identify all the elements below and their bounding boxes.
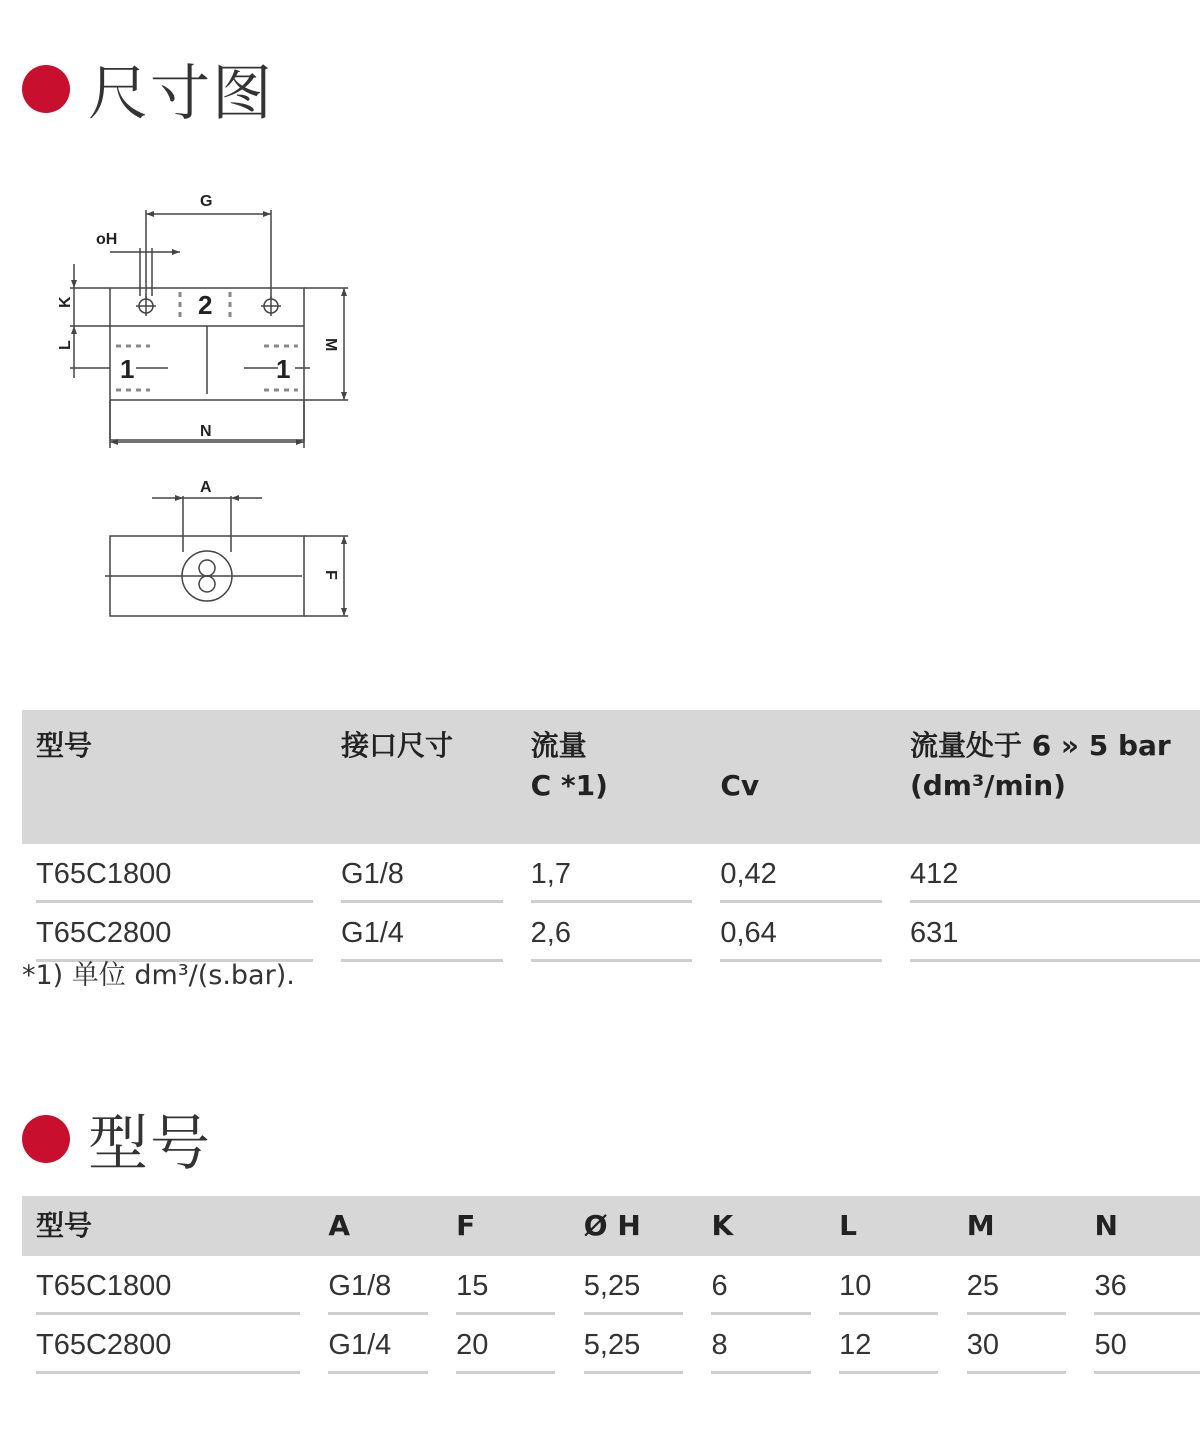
flow-table-header [22,710,1200,844]
label-f: F [322,570,339,580]
red-bullet-icon [22,1115,70,1163]
section-title: 型号 [88,1109,212,1179]
label-oh: oH [96,231,118,248]
header-flow-6bar: 流量处于 6 » 5 bar (dm³/min) [896,710,1200,844]
label-g: G [200,193,213,210]
flow-table [22,710,1200,962]
table-row: T65C2800 G1/4 20 5,25 8 12 30 50 [22,1315,1200,1374]
port-2-label: 2 [198,290,213,320]
header-m: M [953,1196,1066,1256]
label-l: L [57,340,74,350]
header-f: F [442,1196,555,1256]
dimensions-heading [22,46,274,132]
table-row: T65C1800 G1/8 15 5,25 6 10 25 36 [22,1256,1200,1315]
dimension-table [22,1196,1200,1374]
header-h: Ø H [570,1196,683,1256]
header-port: 接口尺寸 [327,710,503,844]
models-heading [22,1096,212,1182]
label-m: M [322,338,339,352]
label-k: K [57,296,74,308]
port-1-left-label: 1 [120,354,135,384]
dimension-table-header [22,1196,1200,1256]
table-row: T65C1800 G1/8 1,7 0,42 412 [22,844,1200,903]
header-flow-c: 流量 C *1) [517,710,693,844]
header-cv: Cv [706,710,882,844]
header-model: 型号 [22,1196,300,1256]
label-a: A [200,479,212,496]
header-model: 型号 [22,710,313,844]
header-n: N [1080,1196,1200,1256]
header-l: L [825,1196,938,1256]
port-1-right-label: 1 [276,354,291,384]
header-a: A [314,1196,427,1256]
table-row: T65C2800 G1/4 2,6 0,64 631 [22,903,1200,962]
section-title: 尺寸图 [88,59,274,129]
dimension-drawing [40,180,380,630]
footnote: *1) 单位 dm³/(s.bar). [22,960,295,991]
header-k: K [697,1196,810,1256]
red-bullet-icon [22,65,70,113]
label-n: N [200,423,212,440]
